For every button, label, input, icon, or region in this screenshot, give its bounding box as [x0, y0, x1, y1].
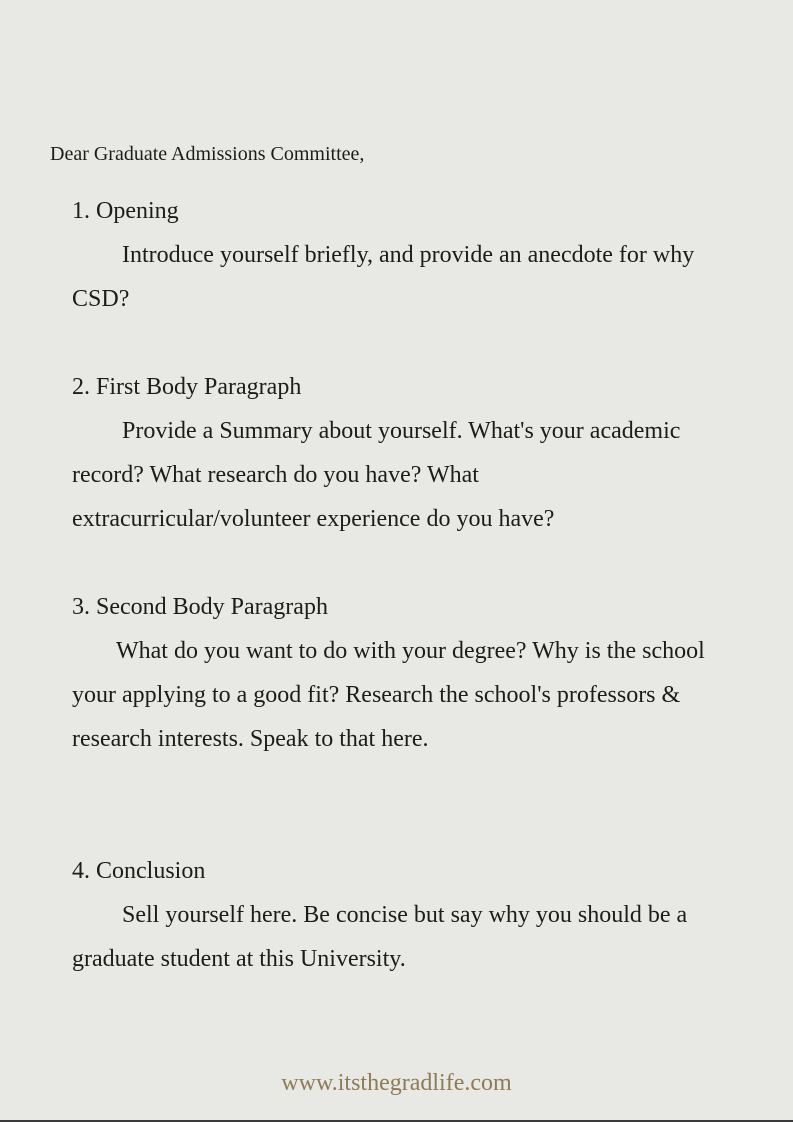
section-heading: 2. First Body Paragraph: [72, 374, 302, 400]
section-body: Provide a Summary about yourself. What's your academic record? What research do you have? What extracurricular/volunteer experience do you have?: [72, 418, 681, 532]
section-body: Sell yourself here. Be concise but say why you should be a graduate student at this University.: [72, 902, 688, 972]
website-footer: www.itsthegradlife.com: [281, 1070, 512, 1096]
salutation: Dear Graduate Admissions Committee,: [50, 143, 365, 165]
section-heading: 1. Opening: [72, 198, 179, 224]
section-body: What do you want to do with your degree? Why is the school your applying to a good fit? Research the school's professors & research interests. Speak to that here.: [72, 638, 705, 752]
section-heading: 4. Conclusion: [72, 858, 206, 884]
section-first-body-paragraph: [72, 372, 712, 541]
section-second-body-paragraph: [72, 592, 712, 761]
section-opening: [72, 196, 712, 321]
section-heading: 3. Second Body Paragraph: [72, 594, 328, 620]
section-conclusion: [72, 856, 712, 981]
section-body: Introduce yourself briefly, and provide an anecdote for why CSD?: [72, 242, 695, 312]
